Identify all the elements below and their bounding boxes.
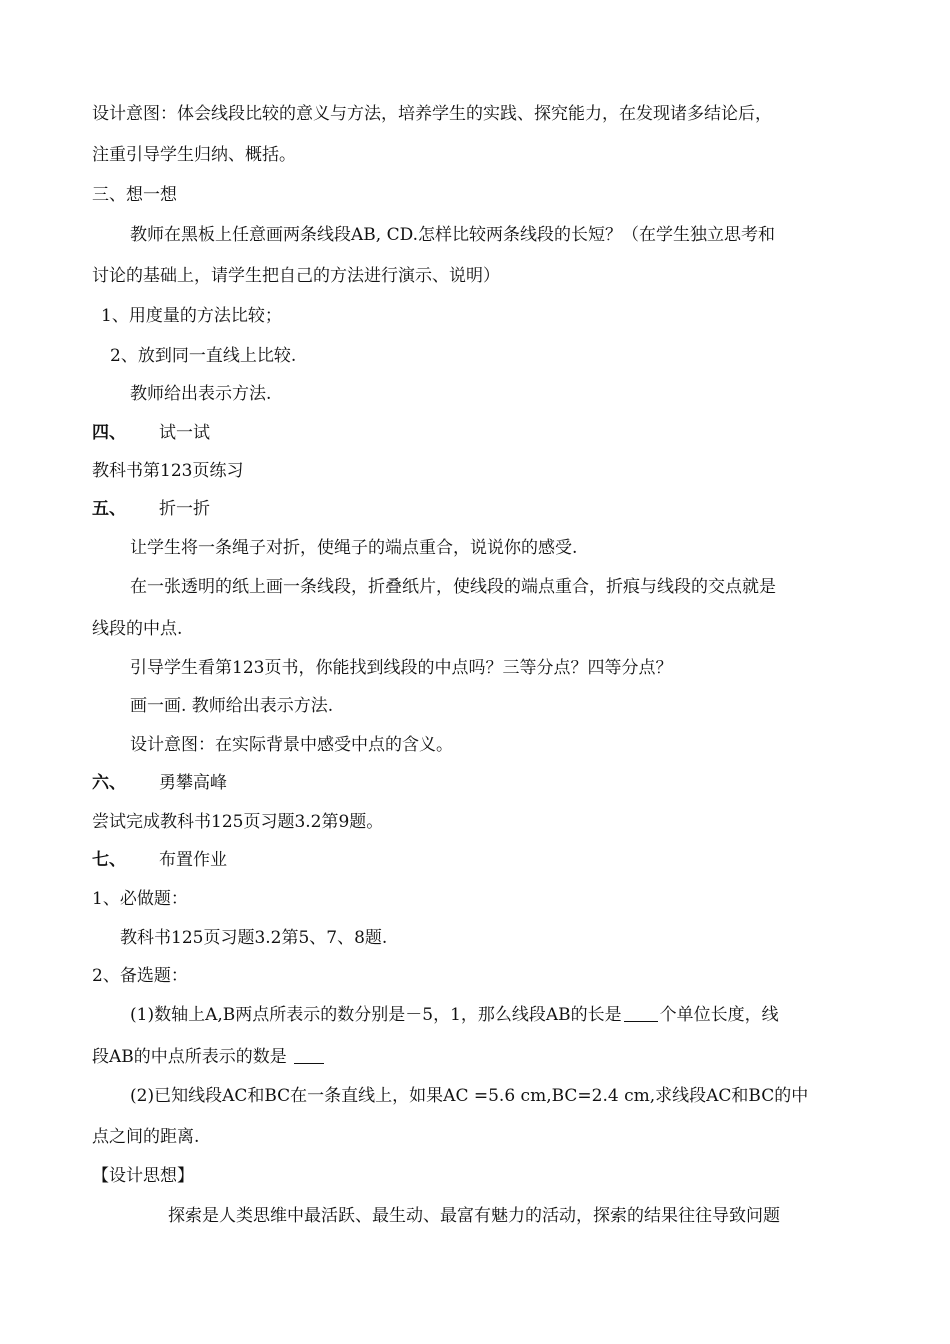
design-intent-line-1: 设计意图：体会线段比较的意义与方法，培养学生的实践、探究能力，在发现诸多结论后， (92, 104, 772, 124)
list-item-2: 2、放到同一直线上比较. (110, 346, 297, 366)
section-6-title: 勇攀高峰 (159, 773, 227, 793)
answer-blank (294, 1047, 324, 1064)
question-1-text: 段AB的中点所表示的数是 (92, 1047, 287, 1067)
list-item-1: 1、用度量的方法比较； (101, 306, 282, 326)
question-2-line-2: 点之间的距离. (92, 1127, 200, 1147)
design-thought-heading: 【设计思想】 (92, 1166, 194, 1186)
homework-required-label: 1、必做题： (92, 889, 188, 909)
section-3-heading: 三、想一想 (92, 185, 177, 205)
question-1-text-cont: 个单位长度，线 (659, 1005, 779, 1025)
paragraph-line: 画一画. 教师给出表示方法. (130, 696, 334, 716)
paragraph-line: 在一张透明的纸上画一条线段，折叠纸片，使线段的端点重合，折痕与线段的交点就是 (130, 577, 776, 597)
section-4-title: 试一试 (159, 423, 210, 443)
paragraph-line: 教科书125页习题3.2第5、7、8题. (120, 928, 388, 948)
paragraph-line: 线段的中点. (92, 619, 183, 639)
paragraph-line: 让学生将一条绳子对折，使绳子的端点重合，说说你的感受. (130, 538, 578, 558)
section-7-number: 七、 (92, 850, 126, 870)
section-4-number: 四、 (92, 423, 126, 443)
answer-blank (624, 1005, 658, 1022)
paragraph-line: 教师在黑板上任意画两条线段AB, CD.怎样比较两条线段的长短？（在学生独立思考和 (130, 225, 776, 245)
question-1-line-1 (130, 1004, 779, 1026)
section-6-number: 六、 (92, 773, 126, 793)
question-2-line-1: (2)已知线段AC和BC在一条直线上，如果AC =5.6 cm,BC=2.4 cm,求线段AC和BC的中 (130, 1086, 809, 1106)
question-1-text: (1)数轴上A,B两点所表示的数分别是－5，1，那么线段AB的长是 (130, 1005, 622, 1025)
paragraph-line: 设计意图：在实际背景中感受中点的含义。 (130, 735, 453, 755)
paragraph-line: 讨论的基础上，请学生把自己的方法进行演示、说明） (92, 266, 500, 286)
paragraph-line: 引导学生看第123页书，你能找到线段的中点吗？三等分点？四等分点？ (130, 658, 673, 678)
paragraph-line: 探索是人类思维中最活跃、最生动、最富有魅力的活动，探索的结果往往导致问题 (168, 1206, 780, 1226)
section-5-number: 五、 (92, 499, 126, 519)
paragraph-line: 教科书第123页练习 (92, 461, 244, 481)
paragraph-line: 尝试完成教科书125页习题3.2第9题。 (92, 812, 384, 832)
question-1-line-2 (92, 1046, 326, 1068)
design-intent-line-2: 注重引导学生归纳、概括。 (92, 145, 296, 165)
section-5-title: 折一折 (159, 499, 210, 519)
paragraph-line: 教师给出表示方法. (130, 384, 272, 404)
homework-optional-label: 2、备选题： (92, 966, 188, 986)
section-7-title: 布置作业 (159, 850, 227, 870)
